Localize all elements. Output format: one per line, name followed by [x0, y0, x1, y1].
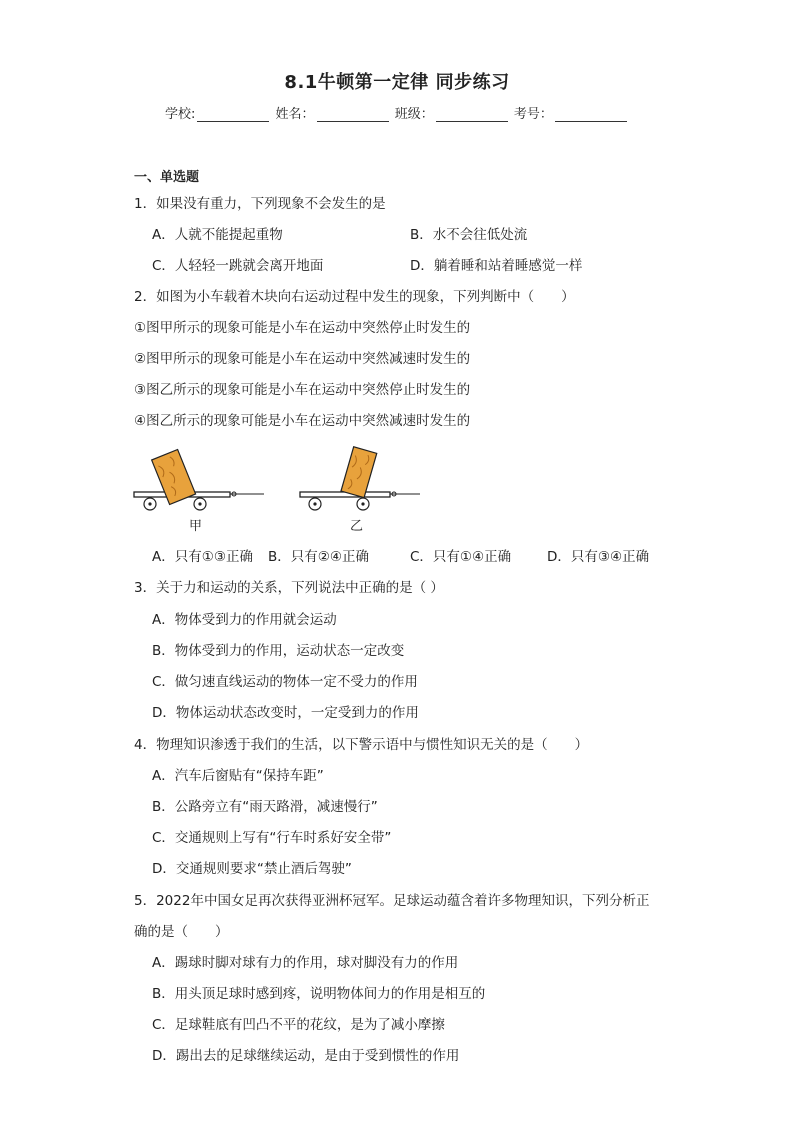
figure-label-jia: 甲 [189, 519, 203, 534]
q4-option-d: D．交通规则要求“禁止酒后驾驶” [152, 861, 352, 877]
q3-option-c: C．做匀速直线运动的物体一定不受力的作用 [152, 674, 418, 690]
q4-stem: 4．物理知识渗透于我们的生活，以下警示语中与惯性知识无关的是（ ） [134, 737, 589, 753]
name-blank [317, 108, 389, 122]
student-info-row [165, 103, 629, 122]
q2-option-b: B．只有②④正确 [268, 549, 369, 565]
q2-statement-1: ①图甲所示的现象可能是小车在运动中突然停止时发生的 [134, 320, 471, 336]
q4-option-c: C．交通规则上写有“行车时系好安全带” [152, 830, 392, 846]
class-label: 班级： [394, 107, 434, 122]
q5-option-b: B．用头顶足球时感到疼，说明物体间力的作用是相互的 [152, 986, 486, 1002]
school-blank [197, 108, 269, 122]
q1-option-b: B．水不会往低处流 [410, 227, 528, 243]
q5-option-c: C．足球鞋底有凹凸不平的花纹，是为了减小摩擦 [152, 1017, 445, 1033]
school-label: 学校: [165, 107, 196, 122]
q2-statement-4: ④图乙所示的现象可能是小车在运动中突然减速时发生的 [134, 413, 471, 429]
q3-option-d: D．物体运动状态改变时，一定受到力的作用 [152, 705, 419, 721]
q3-stem: 3．关于力和运动的关系，下列说法中正确的是（ ） [134, 580, 444, 596]
class-blank [436, 108, 508, 122]
figure-label-yi: 乙 [350, 519, 364, 534]
q4-option-a: A．汽车后窗贴有“保持车距” [152, 768, 324, 784]
wood-block-jia [152, 449, 196, 504]
q5-option-a: A．踢球时脚对球有力的作用，球对脚没有力的作用 [152, 955, 459, 971]
q2-statement-3: ③图乙所示的现象可能是小车在运动中突然停止时发生的 [134, 382, 471, 398]
section-heading: 一、单选题 [134, 170, 200, 185]
q1-stem: 1．如果没有重力，下列现象不会发生的是 [134, 196, 386, 212]
q2-statement-2: ②图甲所示的现象可能是小车在运动中突然减速时发生的 [134, 351, 471, 367]
q3-option-a: A．物体受到力的作用就会运动 [152, 612, 337, 628]
q1-option-d: D．躺着睡和站着睡感觉一样 [410, 258, 583, 274]
q2-option-d: D．只有③④正确 [547, 549, 650, 565]
q5-option-d: D．踢出去的足球继续运动，是由于受到惯性的作用 [152, 1048, 460, 1064]
q2-option-c: C．只有①④正确 [410, 549, 512, 565]
q1-option-a: A．人就不能提起重物 [152, 227, 283, 243]
exam-number-label: 考号： [513, 107, 553, 122]
q3-option-b: B．物体受到力的作用，运动状态一定改变 [152, 643, 405, 659]
q5-stem-line2: 确的是（ ） [134, 924, 229, 940]
exam-number-blank [555, 108, 627, 122]
q2-stem: 2．如图为小车载着木块向右运动过程中发生的现象，下列判断中（ ） [134, 289, 575, 305]
name-label: 姓名： [275, 107, 315, 122]
q1-option-c: C．人轻轻一跳就会离开地面 [152, 258, 324, 274]
q5-stem-line1: 5．2022年中国女足再次获得亚洲杯冠军。足球运动蕴含着许多物理知识，下列分析正 [134, 893, 650, 909]
q4-option-b: B．公路旁立有“雨天路滑，减速慢行” [152, 799, 378, 815]
cart-jia [134, 449, 264, 510]
wood-block-yi [341, 447, 377, 498]
cart-figure [128, 436, 428, 536]
q2-option-a: A．只有①③正确 [152, 549, 253, 565]
cart-yi [300, 447, 420, 510]
page-title: 8.1牛顿第一定律 同步练习 [284, 72, 510, 93]
